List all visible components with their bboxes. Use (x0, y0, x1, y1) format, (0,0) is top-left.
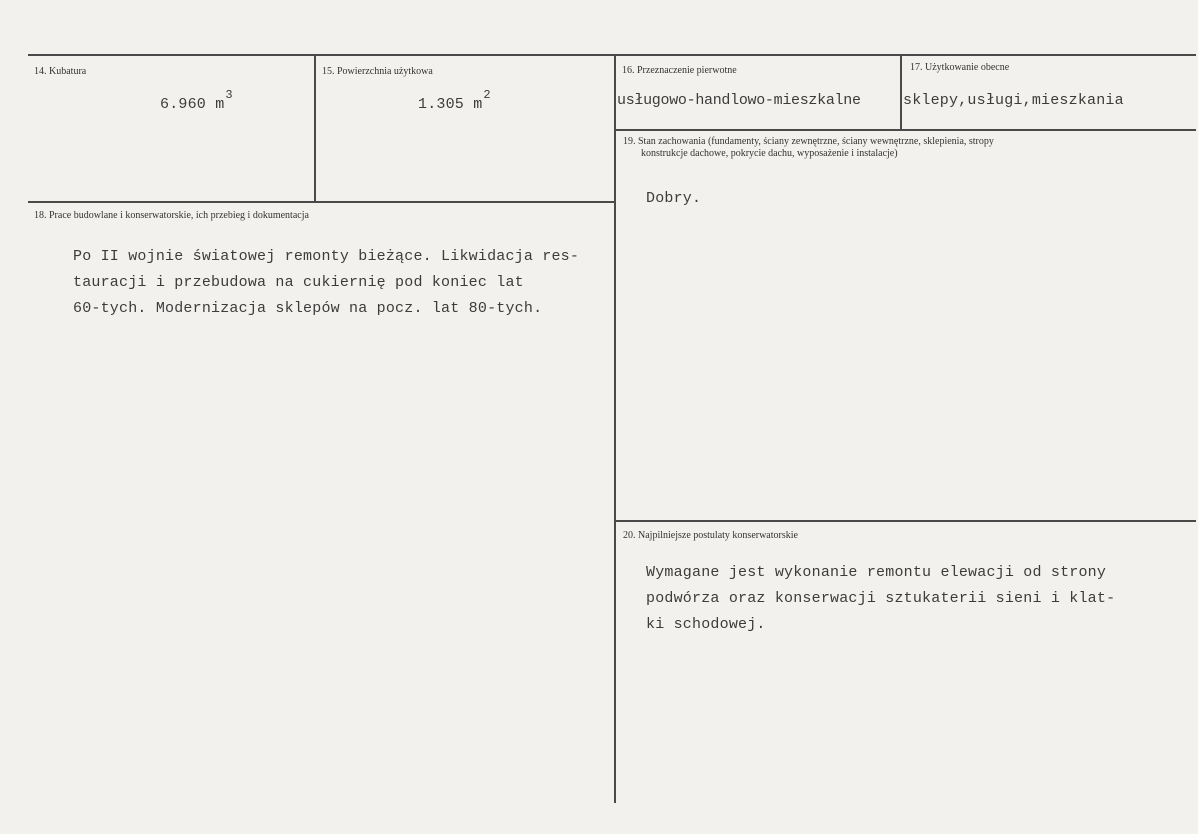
field-18-line-1: Po II wojnie światowej remonty bieżące. Likwidacja res- (73, 248, 580, 265)
field-17-value: sklepy,usługi,mieszkania (903, 92, 1124, 109)
field-19-label-line-2: konstrukcje dachowe, pokrycie dachu, wyposażenie i instalacje) (641, 148, 898, 159)
field-15-label: 15. Powierzchnia użytkowa (322, 66, 433, 77)
divider-14-15 (314, 55, 316, 202)
field-19-label (623, 136, 994, 160)
powierzchnia-unit-exponent: 2 (483, 88, 491, 102)
field-18-line-3: 60-tych. Modernizacja sklepów na pocz. lat 80-tych. (73, 300, 543, 317)
row1-bottom-line-right (616, 129, 1196, 131)
field-14-label: 14. Kubatura (34, 66, 87, 77)
field-19-label-line-1: 19. Stan zachowania (fundamenty, ściany zewnętrzne, ściany wewnętrzne, sklepienia, stropy (623, 136, 994, 147)
field-20-line-2: podwórza oraz konserwacji sztukaterii sieni i klat- (646, 590, 1116, 607)
divider-16-17 (900, 55, 902, 130)
field-20-text (646, 560, 1115, 638)
field-20-label: 20. Najpilniejsze postulaty konserwatorskie (623, 530, 798, 541)
field-15-value (418, 88, 491, 113)
field-14-value (160, 88, 233, 113)
field-17-label: 17. Użytkowanie obecne (910, 62, 1010, 73)
main-vertical-divider (614, 55, 616, 803)
field-18-text (73, 244, 579, 322)
top-border-line (28, 54, 1196, 56)
field-18-line-2: tauracji i przebudowa na cukiernię pod koniec lat (73, 274, 524, 291)
field-20-line-3: ki schodowej. (646, 616, 766, 633)
row1-bottom-line-left (28, 201, 614, 203)
field-18-label: 18. Prace budowlane i konserwatorskie, ich przebieg i dokumentacja (34, 210, 309, 221)
field-16-value: usługowo-handlowo-mieszkalne (617, 92, 861, 109)
kubatura-value: 6.960 m (160, 96, 225, 113)
section20-top-line (616, 520, 1196, 522)
kubatura-unit-exponent: 3 (225, 88, 233, 102)
field-20-line-1: Wymagane jest wykonanie remontu elewacji od strony (646, 564, 1107, 581)
powierzchnia-value: 1.305 m (418, 96, 483, 113)
field-19-value: Dobry. (646, 190, 702, 207)
field-16-label: 16. Przeznaczenie pierwotne (622, 65, 737, 76)
